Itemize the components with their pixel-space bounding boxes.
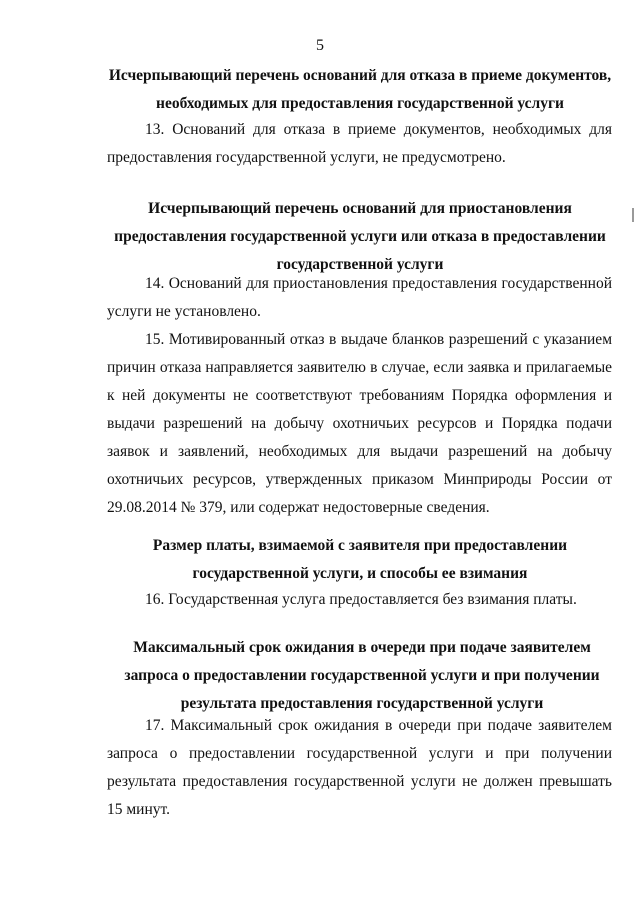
section-heading-suspension-refusal: Исчерпывающий перечень оснований для приостановления предоставления государственной услуги или отказа в предоставлении государственной услуги (114, 200, 606, 273)
section-heading-queue-time: Максимальный срок ожидания в очереди при подаче заявителем запроса о предоставлении государственной услуги и при получении результата предоставления государственной услуги (124, 639, 600, 712)
paragraph-15: 15. Мотивированный отказ в выдаче бланков разрешений с указанием причин отказа направляется заявителю в случае, если заявка и прилагаемые к ней документы не соответствуют требованиям Порядка оформления и выдачи разрешений на добычу охотничьих ресурсов и Порядка подачи заявок и заявлений, необходимых для выдачи разрешений на добычу охотничьих ресурсов, утвержденных приказом Минприроды России от 29.08.2014 № 379, или содержат недостоверные сведения. (107, 331, 612, 516)
paragraph-17: 17. Максимальный срок ожидания в очереди при подаче заявителем запроса о предоставлении государственной услуги и при получении результата предоставления государственной услуги не должен превышать 15 минут. (107, 717, 612, 818)
paragraph-16: 16. Государственная услуга предоставляется без взимания платы. (145, 591, 577, 608)
paragraph-13: 13. Оснований для отказа в приеме документов, необходимых для предоставления государственной услуги, не предусмотрено. (107, 121, 612, 166)
section-heading-fee: Размер платы, взимаемой с заявителя при предоставлении государственной услуги, и способы ее взимания (152, 537, 568, 582)
page-number: 5 (316, 37, 324, 54)
section-heading-refusal-reception: Исчерпывающий перечень оснований для отказа в приеме документов, необходимых для предоставления государственной услуги (108, 67, 612, 112)
paragraph-14: 14. Оснований для приостановления предоставления государственной услуги не установлено. (107, 275, 612, 320)
scan-edge-mark (632, 208, 634, 222)
